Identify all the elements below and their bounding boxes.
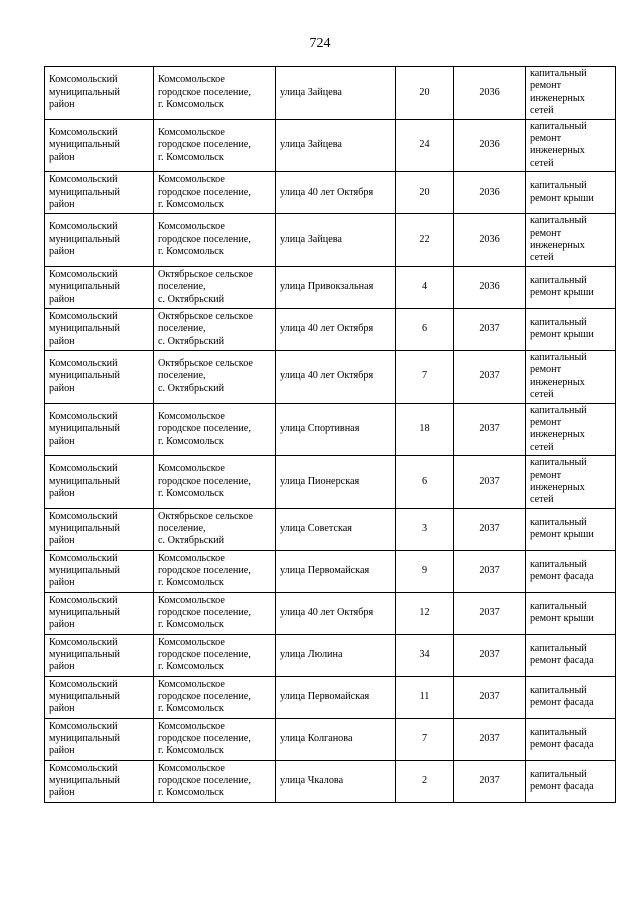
table-row bbox=[45, 550, 616, 592]
settlement-cell bbox=[154, 718, 276, 760]
house-number-cell-text: 6 bbox=[421, 475, 428, 487]
settlement-cell-text: Октябрьское сельское поселение, с. Октябрьский bbox=[158, 510, 253, 547]
work-type-cell bbox=[526, 172, 616, 214]
street-cell-text: улица Советская bbox=[280, 523, 352, 535]
street-cell bbox=[276, 266, 396, 308]
work-type-cell-text: капитальный ремонт крыши bbox=[530, 516, 594, 541]
table-row bbox=[45, 266, 616, 308]
year-cell-text: 2036 bbox=[479, 139, 500, 151]
table-row bbox=[45, 508, 616, 550]
district-cell-text: Комсомольский муниципальный район bbox=[49, 762, 120, 799]
settlement-cell-text: Октябрьское сельское поселение, с. Октябрьский bbox=[158, 358, 253, 394]
settlement-cell bbox=[154, 266, 276, 308]
street-cell-text: улица Спортивная bbox=[280, 423, 360, 435]
street-cell bbox=[276, 403, 396, 456]
settlement-cell-text: Октябрьское сельское поселение, с. Октябрьский bbox=[158, 310, 253, 347]
settlement-cell bbox=[154, 634, 276, 676]
street-cell-text: улица 40 лет Октября bbox=[280, 186, 374, 198]
house-number-cell-text: 9 bbox=[421, 565, 428, 577]
street-cell-text: улица 40 лет Октября bbox=[280, 323, 374, 335]
settlement-cell bbox=[154, 550, 276, 592]
district-cell bbox=[45, 634, 154, 676]
work-type-cell bbox=[526, 266, 616, 308]
work-type-cell bbox=[526, 760, 616, 802]
house-number-cell-text: 6 bbox=[421, 323, 428, 335]
street-cell bbox=[276, 67, 396, 120]
work-type-cell-text: капитальный ремонт фасада bbox=[530, 558, 594, 583]
year-cell-text: 2036 bbox=[479, 186, 500, 198]
settlement-cell bbox=[154, 760, 276, 802]
house-number-cell bbox=[396, 508, 454, 550]
work-type-cell bbox=[526, 403, 616, 456]
street-cell-text: улица Привокзальная bbox=[280, 281, 374, 293]
settlement-cell bbox=[154, 308, 276, 350]
work-type-cell-text: капитальный ремонт крыши bbox=[530, 274, 594, 299]
house-number-cell-text: 7 bbox=[421, 370, 428, 382]
year-cell-text: 2036 bbox=[479, 281, 500, 293]
district-cell-text: Комсомольский муниципальный район bbox=[49, 268, 120, 305]
table-row bbox=[45, 456, 616, 509]
year-cell bbox=[454, 172, 526, 214]
house-number-cell bbox=[396, 119, 454, 172]
settlement-cell bbox=[154, 592, 276, 634]
district-cell-text: Комсомольский муниципальный район bbox=[49, 678, 120, 715]
street-cell bbox=[276, 760, 396, 802]
district-cell-text: Комсомольский муниципальный район bbox=[49, 126, 120, 163]
work-type-cell-text: капитальный ремонт фасада bbox=[530, 642, 594, 667]
work-type-cell bbox=[526, 350, 616, 403]
district-cell bbox=[45, 119, 154, 172]
street-cell bbox=[276, 508, 396, 550]
district-cell bbox=[45, 676, 154, 718]
house-number-cell bbox=[396, 308, 454, 350]
settlement-cell-text: Комсомольское городское поселение, г. Комсомольск bbox=[158, 174, 251, 210]
table-row bbox=[45, 214, 616, 267]
year-cell-text: 2037 bbox=[479, 423, 500, 435]
work-type-cell bbox=[526, 214, 616, 267]
year-cell bbox=[454, 592, 526, 634]
year-cell-text: 2037 bbox=[479, 523, 500, 535]
year-cell bbox=[454, 67, 526, 120]
year-cell bbox=[454, 718, 526, 760]
street-cell-text: улица Зайцева bbox=[280, 139, 342, 151]
house-number-cell-text: 11 bbox=[419, 691, 430, 703]
street-cell bbox=[276, 592, 396, 634]
house-number-cell bbox=[396, 592, 454, 634]
street-cell-text: улица Первомайская bbox=[280, 565, 370, 577]
settlement-cell-text: Комсомольское городское поселение, г. Комсомольск bbox=[158, 74, 251, 111]
year-cell-text: 2037 bbox=[479, 475, 500, 487]
street-cell bbox=[276, 718, 396, 760]
district-cell bbox=[45, 592, 154, 634]
house-number-cell bbox=[396, 67, 454, 120]
street-cell bbox=[276, 214, 396, 267]
work-type-cell-text: капитальный ремонт инженерных сетей bbox=[530, 404, 587, 453]
table-row bbox=[45, 308, 616, 350]
settlement-cell-text: Комсомольское городское поселение, г. Комсомольск bbox=[158, 594, 251, 631]
work-type-cell bbox=[526, 508, 616, 550]
work-type-cell bbox=[526, 550, 616, 592]
settlement-cell-text: Октябрьское сельское поселение, с. Октябрьский bbox=[158, 268, 253, 305]
house-number-cell-text: 7 bbox=[421, 733, 428, 745]
work-type-cell-text: капитальный ремонт крыши bbox=[530, 316, 594, 341]
year-cell-text: 2036 bbox=[479, 233, 500, 245]
work-type-cell bbox=[526, 676, 616, 718]
street-cell-text: улица 40 лет Октября bbox=[280, 607, 374, 619]
year-cell-text: 2037 bbox=[479, 691, 500, 703]
street-cell bbox=[276, 119, 396, 172]
district-cell bbox=[45, 172, 154, 214]
work-type-cell-text: капитальный ремонт фасада bbox=[530, 768, 594, 793]
table-row bbox=[45, 67, 616, 120]
work-type-cell bbox=[526, 456, 616, 509]
settlement-cell-text: Комсомольское городское поселение, г. Комсомольск bbox=[158, 221, 251, 258]
house-number-cell bbox=[396, 172, 454, 214]
work-type-cell-text: капитальный ремонт крыши bbox=[530, 180, 594, 204]
house-number-cell-text: 3 bbox=[421, 523, 428, 535]
house-number-cell bbox=[396, 214, 454, 267]
year-cell bbox=[454, 634, 526, 676]
district-cell-text: Комсомольский муниципальный район bbox=[49, 74, 120, 111]
house-number-cell bbox=[396, 456, 454, 509]
house-number-cell bbox=[396, 718, 454, 760]
street-cell-text: улица 40 лет Октября bbox=[280, 370, 374, 382]
house-number-cell-text: 2 bbox=[421, 775, 428, 787]
street-cell bbox=[276, 456, 396, 509]
district-cell-text: Комсомольский муниципальный район bbox=[49, 510, 120, 547]
district-cell-text: Комсомольский муниципальный район bbox=[49, 310, 120, 347]
work-type-cell-text: капитальный ремонт инженерных сетей bbox=[530, 351, 587, 401]
district-cell bbox=[45, 508, 154, 550]
year-cell-text: 2036 bbox=[479, 86, 500, 98]
house-number-cell bbox=[396, 634, 454, 676]
year-cell bbox=[454, 119, 526, 172]
street-cell-text: улица Чкалова bbox=[280, 775, 344, 787]
house-number-cell bbox=[396, 550, 454, 592]
district-cell-text: Комсомольский муниципальный район bbox=[49, 594, 120, 631]
street-cell bbox=[276, 550, 396, 592]
house-number-cell-text: 22 bbox=[419, 233, 430, 245]
settlement-cell bbox=[154, 214, 276, 267]
street-cell-text: улица Зайцева bbox=[280, 86, 342, 98]
work-type-cell-text: капитальный ремонт инженерных сетей bbox=[530, 68, 587, 117]
settlement-cell bbox=[154, 676, 276, 718]
repair-schedule-table bbox=[44, 66, 616, 803]
house-number-cell bbox=[396, 760, 454, 802]
table-row bbox=[45, 592, 616, 634]
district-cell bbox=[45, 550, 154, 592]
year-cell-text: 2037 bbox=[479, 370, 500, 382]
district-cell-text: Комсомольский муниципальный район bbox=[49, 636, 120, 673]
work-type-cell bbox=[526, 718, 616, 760]
district-cell-text: Комсомольский муниципальный район bbox=[49, 358, 120, 394]
settlement-cell-text: Комсомольское городское поселение, г. Комсомольск bbox=[158, 463, 251, 500]
street-cell-text: улица Зайцева bbox=[280, 233, 342, 245]
settlement-cell-text: Комсомольское городское поселение, г. Комсомольск bbox=[158, 636, 251, 673]
settlement-cell bbox=[154, 119, 276, 172]
house-number-cell-text: 34 bbox=[419, 649, 430, 661]
table-row bbox=[45, 350, 616, 403]
street-cell-text: улица Первомайская bbox=[280, 691, 370, 703]
street-cell bbox=[276, 634, 396, 676]
district-cell bbox=[45, 403, 154, 456]
settlement-cell-text: Комсомольское городское поселение, г. Комсомольск bbox=[158, 762, 251, 799]
work-type-cell-text: капитальный ремонт инженерных сетей bbox=[530, 215, 587, 264]
year-cell-text: 2037 bbox=[479, 775, 500, 787]
district-cell-text: Комсомольский муниципальный район bbox=[49, 463, 120, 500]
district-cell bbox=[45, 456, 154, 509]
year-cell-text: 2037 bbox=[479, 649, 500, 661]
house-number-cell-text: 4 bbox=[421, 281, 428, 293]
year-cell bbox=[454, 508, 526, 550]
work-type-cell-text: капитальный ремонт инженерных сетей bbox=[530, 120, 587, 169]
year-cell bbox=[454, 760, 526, 802]
table-row bbox=[45, 634, 616, 676]
table-row bbox=[45, 718, 616, 760]
district-cell bbox=[45, 718, 154, 760]
work-type-cell bbox=[526, 592, 616, 634]
settlement-cell-text: Комсомольское городское поселение, г. Комсомольск bbox=[158, 126, 251, 163]
settlement-cell bbox=[154, 508, 276, 550]
settlement-cell bbox=[154, 403, 276, 456]
district-cell bbox=[45, 308, 154, 350]
year-cell bbox=[454, 403, 526, 456]
table-row bbox=[45, 119, 616, 172]
house-number-cell-text: 18 bbox=[419, 423, 430, 435]
settlement-cell bbox=[154, 456, 276, 509]
year-cell-text: 2037 bbox=[479, 323, 500, 335]
street-cell bbox=[276, 172, 396, 214]
house-number-cell-text: 12 bbox=[419, 607, 430, 619]
work-type-cell bbox=[526, 308, 616, 350]
house-number-cell-text: 20 bbox=[419, 186, 430, 198]
settlement-cell-text: Комсомольское городское поселение, г. Комсомольск bbox=[158, 410, 251, 447]
year-cell bbox=[454, 456, 526, 509]
house-number-cell bbox=[396, 676, 454, 718]
district-cell-text: Комсомольский муниципальный район bbox=[49, 410, 120, 447]
table-row bbox=[45, 760, 616, 802]
settlement-cell-text: Комсомольское городское поселение, г. Комсомольск bbox=[158, 552, 251, 589]
settlement-cell bbox=[154, 350, 276, 403]
district-cell bbox=[45, 214, 154, 267]
year-cell bbox=[454, 266, 526, 308]
settlement-cell-text: Комсомольское городское поселение, г. Комсомольск bbox=[158, 720, 251, 757]
house-number-cell-text: 20 bbox=[419, 86, 430, 98]
street-cell bbox=[276, 308, 396, 350]
district-cell bbox=[45, 760, 154, 802]
district-cell bbox=[45, 266, 154, 308]
house-number-cell bbox=[396, 403, 454, 456]
district-cell-text: Комсомольский муниципальный район bbox=[49, 720, 120, 757]
work-type-cell-text: капитальный ремонт крыши bbox=[530, 600, 594, 625]
district-cell-text: Комсомольский муниципальный район bbox=[49, 221, 120, 258]
table-body bbox=[45, 67, 616, 803]
settlement-cell bbox=[154, 67, 276, 120]
house-number-cell-text: 24 bbox=[419, 139, 430, 151]
work-type-cell-text: капитальный ремонт фасада bbox=[530, 684, 594, 709]
year-cell bbox=[454, 308, 526, 350]
work-type-cell bbox=[526, 634, 616, 676]
house-number-cell bbox=[396, 266, 454, 308]
work-type-cell bbox=[526, 119, 616, 172]
street-cell bbox=[276, 350, 396, 403]
work-type-cell-text: капитальный ремонт фасада bbox=[530, 726, 594, 751]
page-number: 724 bbox=[309, 36, 331, 51]
year-cell bbox=[454, 676, 526, 718]
district-cell bbox=[45, 350, 154, 403]
settlement-cell-text: Комсомольское городское поселение, г. Комсомольск bbox=[158, 678, 251, 715]
table-row bbox=[45, 676, 616, 718]
street-cell bbox=[276, 676, 396, 718]
table-row bbox=[45, 172, 616, 214]
work-type-cell bbox=[526, 67, 616, 120]
district-cell-text: Комсомольский муниципальный район bbox=[49, 552, 120, 589]
house-number-cell bbox=[396, 350, 454, 403]
district-cell bbox=[45, 67, 154, 120]
street-cell-text: улица Колганова bbox=[280, 733, 353, 745]
work-type-cell-text: капитальный ремонт инженерных сетей bbox=[530, 457, 587, 506]
year-cell-text: 2037 bbox=[479, 565, 500, 577]
year-cell-text: 2037 bbox=[479, 607, 500, 619]
table-row bbox=[45, 403, 616, 456]
year-cell bbox=[454, 550, 526, 592]
year-cell bbox=[454, 214, 526, 267]
year-cell-text: 2037 bbox=[479, 733, 500, 745]
settlement-cell bbox=[154, 172, 276, 214]
street-cell-text: улица Пионерская bbox=[280, 475, 360, 487]
year-cell bbox=[454, 350, 526, 403]
district-cell-text: Комсомольский муниципальный район bbox=[49, 174, 120, 210]
street-cell-text: улица Люлина bbox=[280, 649, 343, 661]
